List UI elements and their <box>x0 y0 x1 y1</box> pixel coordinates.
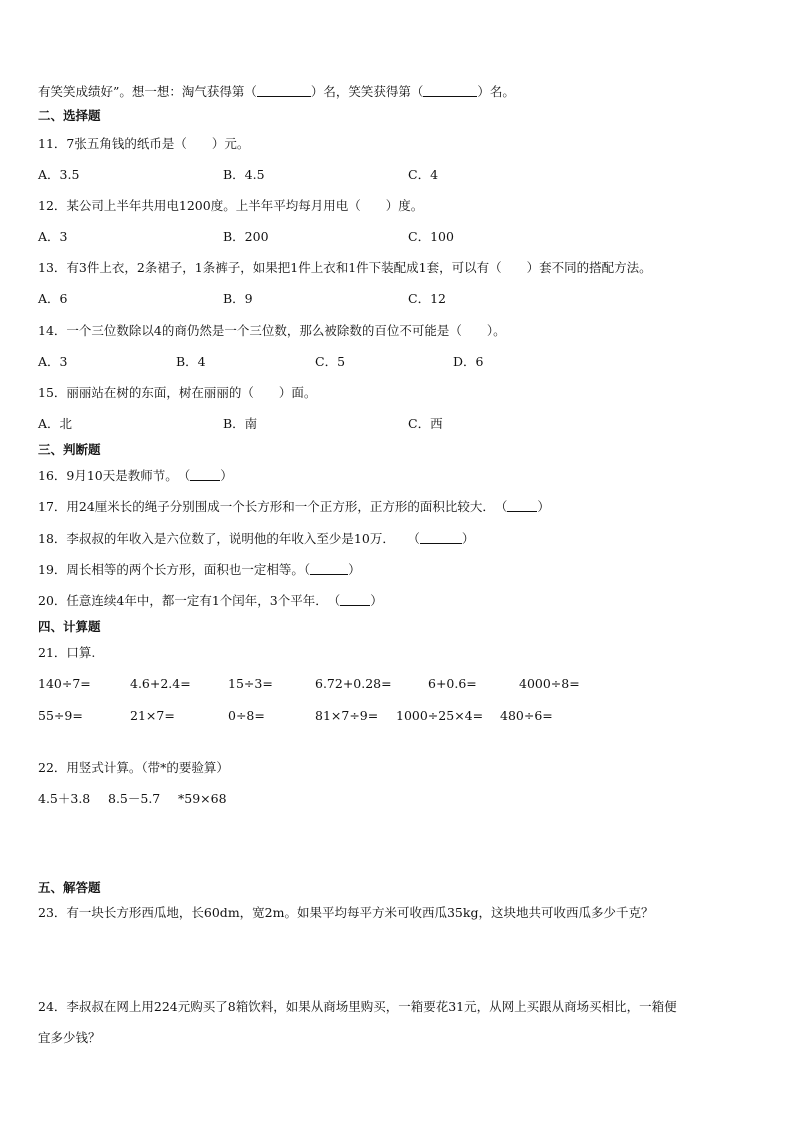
question-17-close: ） <box>537 499 550 514</box>
intro-text-c: ）名。 <box>477 84 515 99</box>
answer-blank[interactable] <box>423 84 477 97</box>
question-14: 14．一个三位数除以4的商仍然是一个三位数，那么被除数的百位不可能是（ ）。 <box>38 323 506 338</box>
question-13: 13．有3件上衣，2条裙子，1条裤子，如果把1件上衣和1件下装配成1套，可以有（ ）套不同的搭配方法。 <box>38 260 652 275</box>
option-c[interactable]: C．12 <box>408 291 446 306</box>
option-a[interactable]: A．北 <box>38 416 73 431</box>
calc-item: 21×7= <box>130 708 175 723</box>
question-22: 22．用竖式计算。（带*的要验算） <box>38 760 229 775</box>
mental-math-row-2 <box>38 708 758 724</box>
section-heading-choice: 二、选择题 <box>38 108 101 123</box>
section-heading-calc: 四、计算题 <box>38 619 101 634</box>
question-12: 12．某公司上半年共用电1200度。上半年平均每月用电（ ）度。 <box>38 198 424 213</box>
options-q11 <box>38 167 758 183</box>
calc-item: 6.72+0.28= <box>315 676 392 691</box>
question-17-text: 17．用24厘米长的绳子分别围成一个长方形和一个正方形，正方形的面积比较大． （ <box>38 499 508 514</box>
calc-item: 4.5＋3.8 <box>38 791 91 806</box>
calc-item: 6+0.6= <box>428 676 477 691</box>
question-20 <box>38 593 383 609</box>
calc-item: 140÷7= <box>38 676 91 691</box>
answer-blank[interactable] <box>507 499 537 512</box>
options-q12 <box>38 229 758 245</box>
calc-item: 81×7÷9= <box>315 708 379 723</box>
calc-item: *59×68 <box>178 791 227 806</box>
question-19-text: 19．周长相等的两个长方形，面积也一定相等。（ <box>38 562 311 577</box>
calc-item: 1000÷25×4= <box>396 708 484 723</box>
option-a[interactable]: A．3 <box>38 354 68 369</box>
option-b[interactable]: B．4 <box>176 354 206 369</box>
question-16-close: ） <box>220 468 233 483</box>
question-24-line-1: 24．李叔叔在网上用224元购买了8箱饮料，如果从商场里购买，一箱要花31元，从网上买跟从商场买相比，一箱便 <box>38 999 677 1014</box>
calc-item: 0÷8= <box>228 708 265 723</box>
intro-line <box>38 84 515 100</box>
question-19-close: ） <box>348 562 361 577</box>
section-heading-judge: 三、判断题 <box>38 442 101 457</box>
option-a[interactable]: A．6 <box>38 291 68 306</box>
question-21: 21．口算. <box>38 645 96 660</box>
option-c[interactable]: C．西 <box>408 416 443 431</box>
vertical-calc-row <box>38 791 758 807</box>
calc-item: 4.6+2.4= <box>130 676 191 691</box>
answer-blank[interactable] <box>420 531 462 544</box>
options-q15 <box>38 416 758 432</box>
option-a[interactable]: A．3.5 <box>38 167 80 182</box>
answer-blank[interactable] <box>340 593 370 606</box>
option-c[interactable]: C．5 <box>315 354 346 369</box>
calc-item: 8.5－5.7 <box>108 791 161 806</box>
intro-text-b: ）名，笑笑获得第（ <box>310 84 424 99</box>
question-23: 23．有一块长方形西瓜地，长60dm，宽2m。如果平均每平方米可收西瓜35kg，这块地共可收西瓜多少千克？ <box>38 905 654 920</box>
question-20-close: ） <box>370 593 383 608</box>
option-c[interactable]: C．4 <box>408 167 439 182</box>
question-16 <box>38 468 233 484</box>
option-b[interactable]: B．9 <box>223 291 253 306</box>
mental-math-row-1 <box>38 676 758 692</box>
answer-blank[interactable] <box>310 562 348 575</box>
question-18 <box>38 531 474 547</box>
question-20-text: 20．任意连续4年中，都一定有1个闰年，3个平年． （ <box>38 593 341 608</box>
calc-item: 55÷9= <box>38 708 83 723</box>
question-18-close: ） <box>461 531 475 546</box>
option-a[interactable]: A．3 <box>38 229 68 244</box>
answer-blank[interactable] <box>257 84 311 97</box>
option-d[interactable]: D．6 <box>453 354 484 369</box>
options-q14 <box>38 354 758 370</box>
option-b[interactable]: B．南 <box>223 416 258 431</box>
calc-item: 4000÷8= <box>519 676 580 691</box>
answer-blank[interactable] <box>190 468 220 481</box>
question-16-text: 16．9月10天是教师节。 （ <box>38 468 191 483</box>
question-11: 11．7张五角钱的纸币是（ ）元。 <box>38 136 250 151</box>
question-17 <box>38 499 550 515</box>
question-24-line-2: 宜多少钱？ <box>38 1030 101 1045</box>
option-c[interactable]: C．100 <box>408 229 454 244</box>
question-18-text: 18．李叔叔的年收入是六位数了，说明他的年收入至少是10万． （ <box>38 531 420 546</box>
question-19 <box>38 562 361 578</box>
section-heading-solve: 五、解答题 <box>38 880 101 895</box>
calc-item: 480÷6= <box>500 708 553 723</box>
option-b[interactable]: B．200 <box>223 229 269 244</box>
calc-item: 15÷3= <box>228 676 273 691</box>
options-q13 <box>38 291 758 307</box>
option-b[interactable]: B．4.5 <box>223 167 265 182</box>
intro-text-a: 有笑笑成绩好”。想一想：淘气获得第（ <box>38 84 257 99</box>
question-15: 15．丽丽站在树的东面，树在丽丽的（ ）面。 <box>38 385 317 400</box>
